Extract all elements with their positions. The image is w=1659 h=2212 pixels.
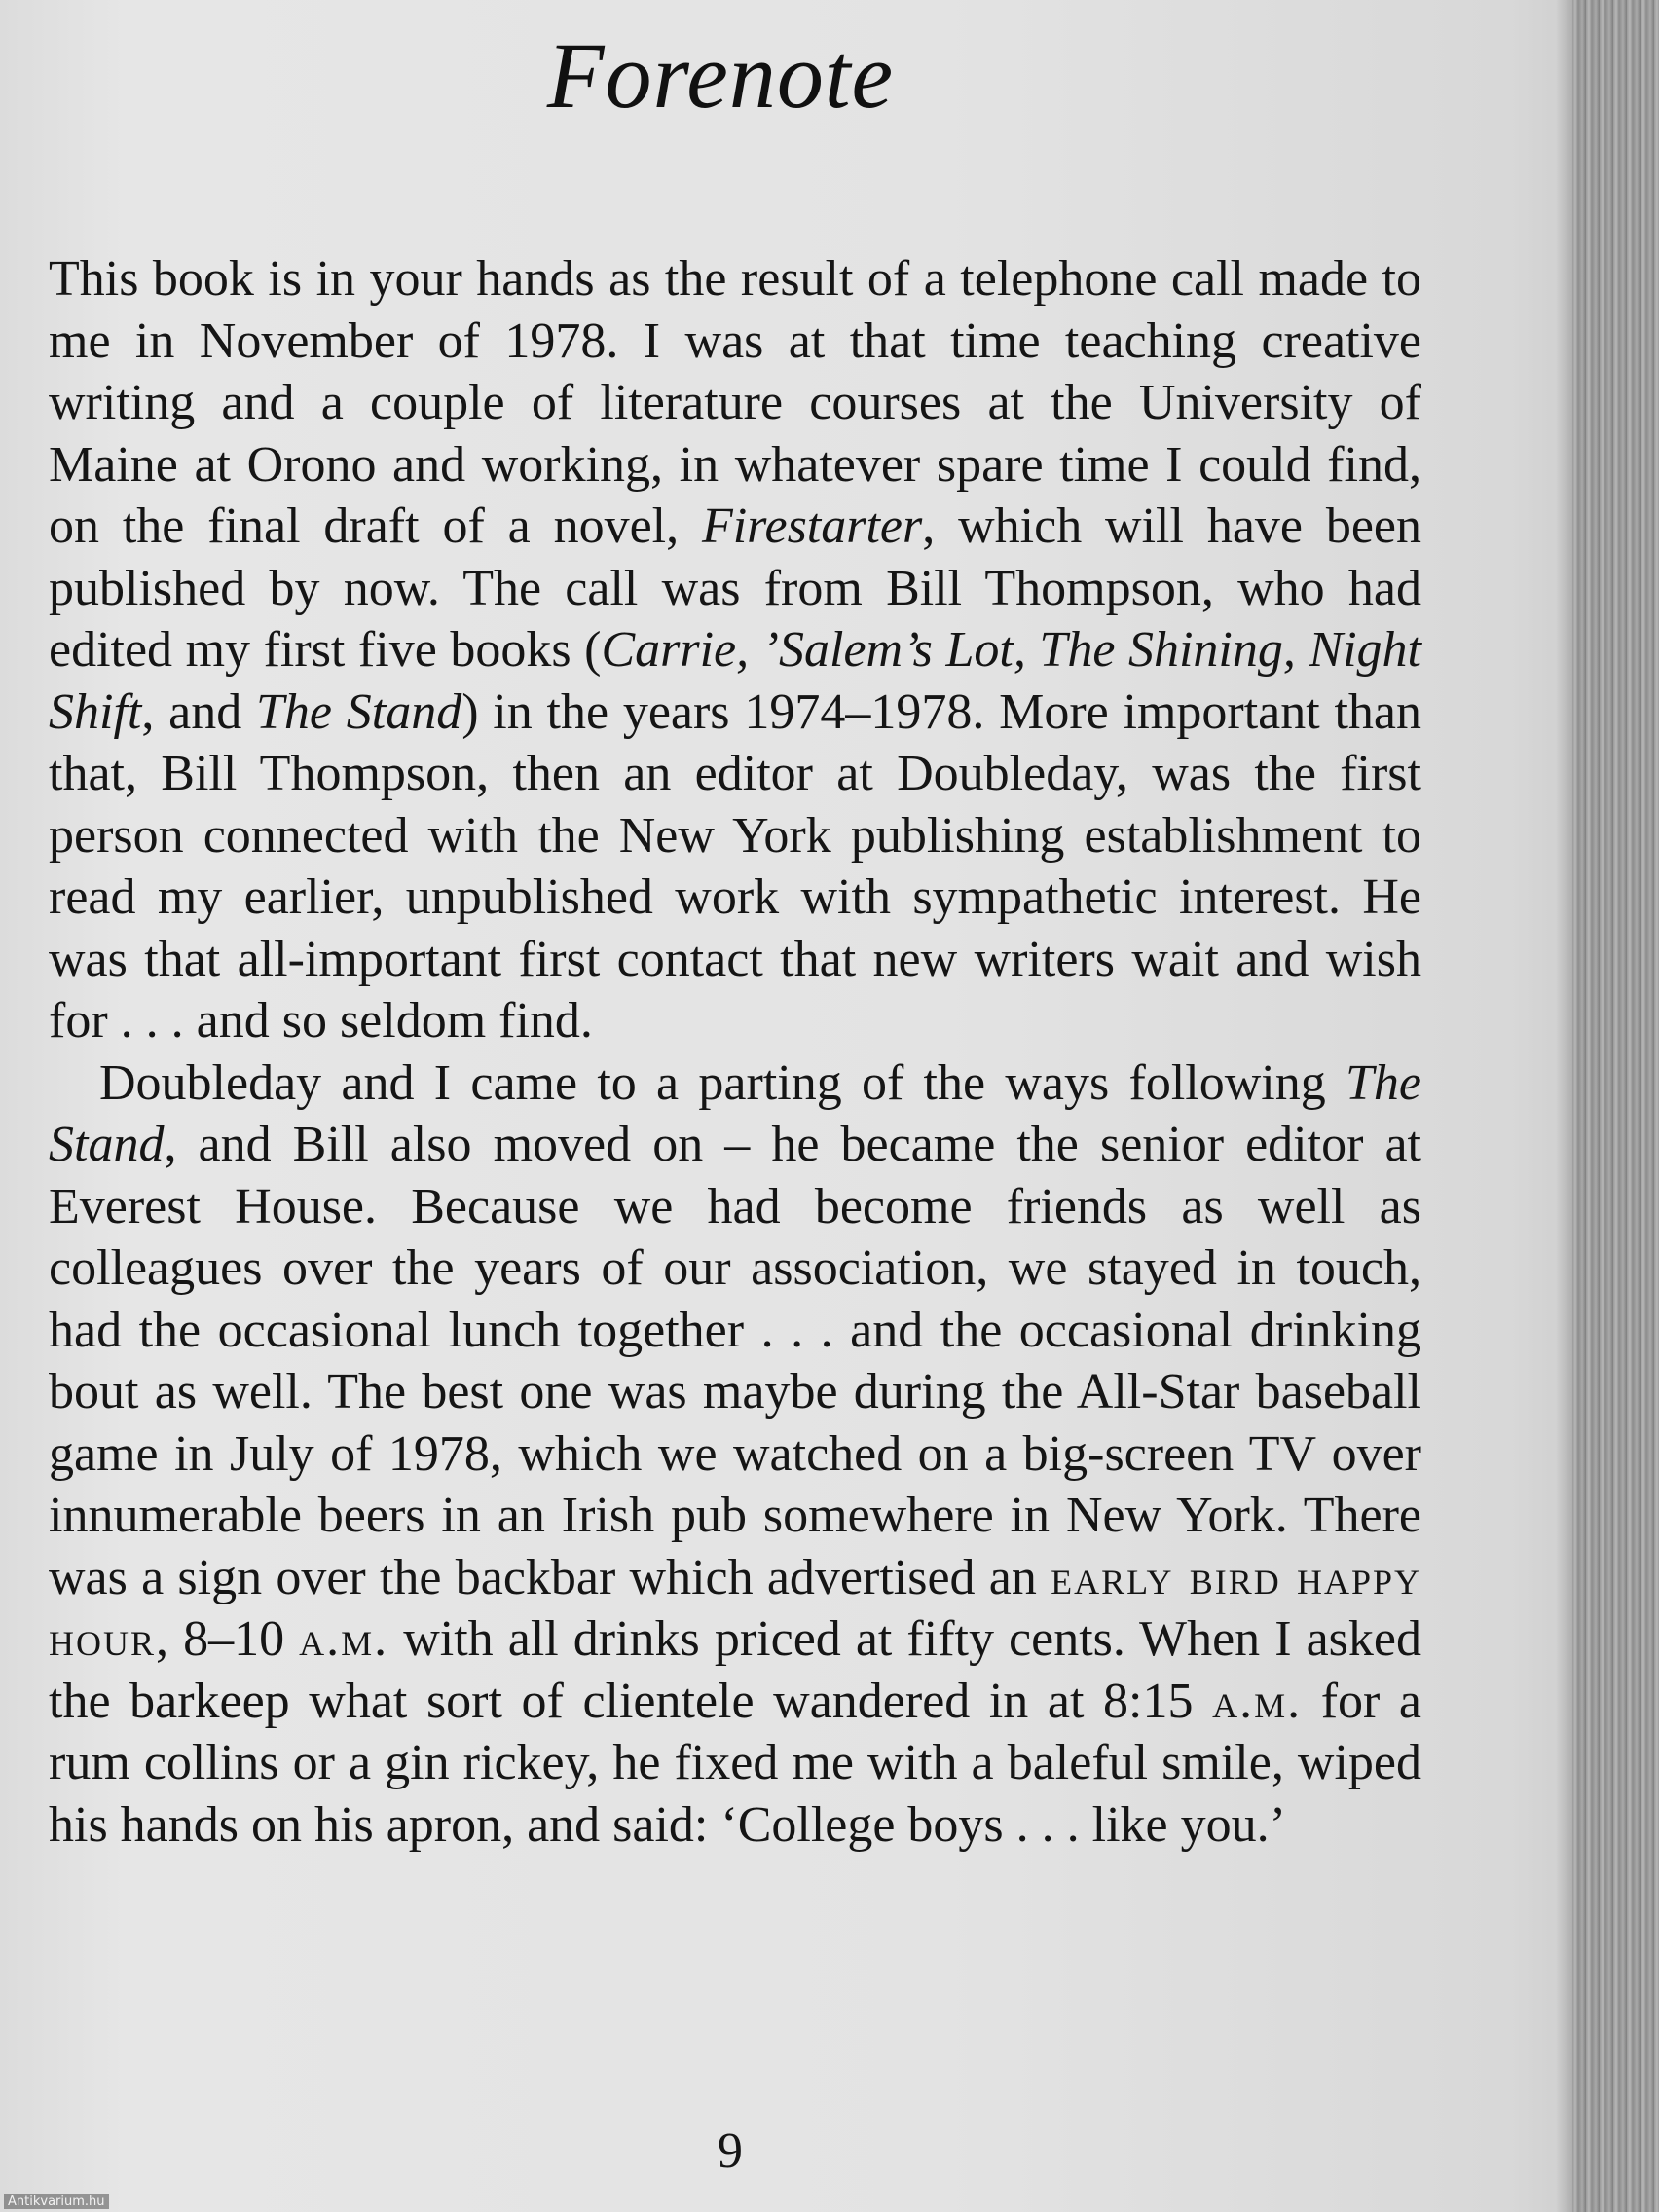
small-caps-text: a.m.: [299, 1611, 389, 1667]
italic-title: Carrie, ’Salem’s Lot, The Shining, Night Shift: [49, 622, 1421, 740]
text-run: , and: [141, 683, 256, 740]
body-text: [49, 248, 1421, 1856]
italic-title: The Stand: [49, 1054, 1421, 1172]
text-run: with all drinks priced at fifty cents. When I asked the barkeep what sort of clientele wandered in at 8:15: [49, 1611, 1422, 1729]
paragraph: [49, 1052, 1421, 1857]
chapter-title: Forenote: [546, 23, 895, 128]
page-number: 9: [718, 2123, 743, 2179]
italic-title: Firestarter: [701, 498, 923, 554]
text-run: , which will have been published by now. The call was from Bill Thompson, who had edited my first five books (: [49, 498, 1422, 678]
italic-title: The Stand: [255, 683, 462, 740]
small-caps-text: early bird happy hour: [49, 1549, 1421, 1667]
text-run: ) in the years 1974–1978. More important than that, Bill Thompson, then an editor at Doubleday, was the first person connected with the New York publishing establishment to read my earlier, unpublished work with sympathetic interest. He was that all-important first contact that new writers wait and wish for . . . and so seldom find.: [49, 683, 1421, 1049]
text-run: , 8–10: [156, 1611, 300, 1667]
text-run: , and Bill also moved on – he became the senior editor at Everest House. Because we had become friends as well as colleagues over the years of our association, we stayed in touch, had the occasional lunch together . . . and the occasional drinking bout as well. The best one was maybe during the All-Star baseball game in July of 1978, which we watched on a big-screen TV over innumerable beers in an Irish pub somewhere in New York. There was a sign over the backbar which advertised an: [49, 1117, 1421, 1605]
book-edge: [1572, 0, 1659, 2212]
text-run: for a rum collins or a gin rickey, he fixed me with a baleful smile, wiped his hands on his apron, and said: ‘College boys . . . like you.’: [49, 1673, 1421, 1853]
text-run: This book is in your hands as the result of a telephone call made to me in November of 1978. I was at that time teaching creative writing and a couple of literature courses at the University of Maine at Orono and working, in whatever spare time I could find, on the final draft of a novel,: [49, 251, 1421, 554]
text-run: Doubleday and I came to a parting of the ways following: [99, 1054, 1346, 1111]
paragraph: [49, 248, 1421, 1052]
watermark-logo: Antikvarium.hu: [4, 2194, 109, 2209]
small-caps-text: a.m.: [1212, 1673, 1303, 1729]
